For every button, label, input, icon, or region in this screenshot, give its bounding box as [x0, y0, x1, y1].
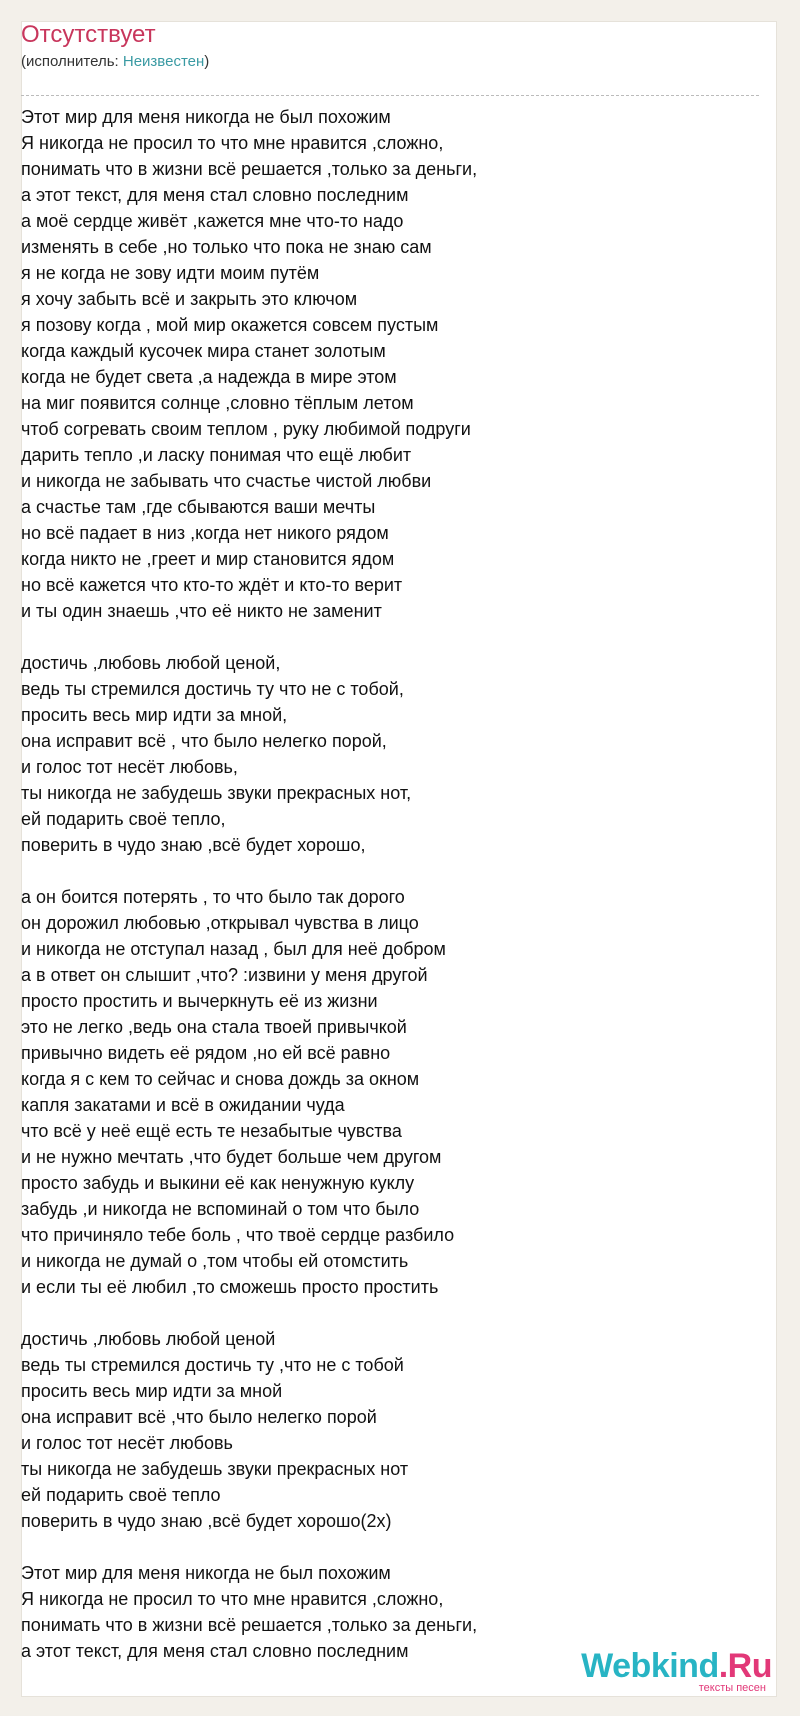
lyric-line: ведь ты стремился достичь ту что не с тобой,: [21, 679, 404, 699]
site-watermark: [581, 1648, 772, 1694]
lyric-line: он дорожил любовью ,открывал чувства в лицо: [21, 913, 419, 933]
lyric-line: достичь ,любовь любой ценой,: [21, 653, 281, 673]
lyric-line: поверить в чудо знаю ,всё будет хорошо(2x): [21, 1511, 392, 1531]
lyric-line: ей подарить своё тепло,: [21, 809, 226, 829]
lyric-line: понимать что в жизни всё решается ,только за деньги,: [21, 1615, 478, 1635]
lyric-line: а моё сердце живёт ,кажется мне что-то надо: [21, 211, 404, 231]
lyric-line: когда не будет света ,а надежда в мире этом: [21, 367, 397, 387]
lyric-line: а этот текст, для меня стал словно последним: [21, 185, 409, 205]
lyric-line: и никогда не думай о ,том чтобы ей отомстить: [21, 1251, 409, 1271]
lyric-line: я хочу забыть всё и закрыть это ключом: [21, 289, 358, 309]
lyric-line: что всё у неё ещё есть те незабытые чувства: [21, 1121, 402, 1141]
lyric-line: это не легко ,ведь она стала твоей привычкой: [21, 1017, 407, 1037]
lyric-line: Этот мир для меня никогда не был похожим: [21, 1563, 391, 1583]
lyric-line: и голос тот несёт любовь: [21, 1433, 233, 1453]
lyric-line: я не когда не зову идти моим путём: [21, 263, 320, 283]
lyric-line: поверить в чудо знаю ,всё будет хорошо,: [21, 835, 366, 855]
lyric-line: а он боится потерять , то что было так дорого: [21, 887, 405, 907]
stanza-break: [21, 624, 761, 650]
lyric-line: и никогда не забывать что счастье чистой любви: [21, 471, 432, 491]
stanza-break: [21, 1534, 761, 1560]
artist-suffix: ): [204, 53, 210, 70]
lyric-line: просто забудь и выкини её как ненужную куклу: [21, 1173, 415, 1193]
lyric-line: изменять в себе ,но только что пока не знаю сам: [21, 237, 432, 257]
lyric-line: забудь ,и никогда не вспоминай о том что было: [21, 1199, 420, 1219]
stanza-break: [21, 1300, 761, 1326]
watermark-logo: [581, 1648, 772, 1684]
lyric-line: когда никто не ,греет и мир становится ядом: [21, 549, 395, 569]
lyric-line: Я никогда не просил то что мне нравится ,сложно,: [21, 133, 444, 153]
lyric-line: привычно видеть её рядом ,но ей всё равно: [21, 1043, 391, 1063]
lyric-line: а счастье там ,где сбываются ваши мечты: [21, 497, 376, 517]
lyric-line: она исправит всё , что было нелегко порой,: [21, 731, 387, 751]
watermark-tld: .Ru: [718, 1647, 772, 1685]
lyric-line: и не нужно мечтать ,что будет больше чем другом: [21, 1147, 442, 1167]
lyric-line: Я никогда не просил то что мне нравится ,сложно,: [21, 1589, 444, 1609]
song-header: [21, 20, 737, 72]
lyric-line: а этот текст, для меня стал словно последним: [21, 1641, 409, 1661]
watermark-brand: Webkind: [581, 1647, 719, 1685]
watermark-tagline: тексты песен: [698, 1682, 766, 1694]
lyric-line: я позову когда , мой мир окажется совсем пустым: [21, 315, 439, 335]
lyric-line: и ты один знаешь ,что её никто не заменит: [21, 601, 382, 621]
lyric-line: капля закатами и всё в ожидании чуда: [21, 1095, 345, 1115]
lyric-line: ты никогда не забудешь звуки прекрасных нот,: [21, 783, 412, 803]
artist-prefix: (исполнитель:: [21, 53, 123, 70]
song-title: Отсутствует: [21, 21, 156, 48]
lyric-line: и если ты её любил ,то сможешь просто простить: [21, 1277, 439, 1297]
lyric-line: на миг появится солнце ,словно тёплым летом: [21, 393, 414, 413]
lyric-line: Этот мир для меня никогда не был похожим: [21, 107, 391, 127]
header-divider: [21, 95, 759, 96]
lyric-line: что причиняло тебе боль , что твоё сердце разбило: [21, 1225, 455, 1245]
stanza-break: [21, 858, 761, 884]
lyric-line: просить весь мир идти за мной: [21, 1381, 283, 1401]
lyric-line: а в ответ он слышит ,что? :извини у меня другой: [21, 965, 428, 985]
lyric-line: ей подарить своё тепло: [21, 1485, 221, 1505]
lyric-line: но всё кажется что кто-то ждёт и кто-то верит: [21, 575, 403, 595]
lyric-line: и никогда не отступал назад , был для неё добром: [21, 939, 446, 959]
lyric-line: и голос тот несёт любовь,: [21, 757, 238, 777]
lyric-line: чтоб согревать своим теплом , руку любимой подруги: [21, 419, 471, 439]
lyric-line: когда я с кем то сейчас и снова дождь за окном: [21, 1069, 420, 1089]
lyrics-body: [21, 104, 761, 1664]
artist-link[interactable]: Неизвестен: [122, 53, 205, 70]
artist-line: [21, 52, 737, 72]
lyric-line: дарить тепло ,и ласку понимая что ещё любит: [21, 445, 412, 465]
lyric-line: когда каждый кусочек мира станет золотым: [21, 341, 386, 361]
lyric-line: понимать что в жизни всё решается ,только за деньги,: [21, 159, 478, 179]
lyric-line: ты никогда не забудешь звуки прекрасных нот: [21, 1459, 409, 1479]
lyric-line: но всё падает в низ ,когда нет никого рядом: [21, 523, 389, 543]
lyric-line: достичь ,любовь любой ценой: [21, 1329, 276, 1349]
lyric-line: просить весь мир идти за мной,: [21, 705, 288, 725]
lyric-line: ведь ты стремился достичь ту ,что не с тобой: [21, 1355, 404, 1375]
lyric-line: она исправит всё ,что было нелегко порой: [21, 1407, 377, 1427]
lyric-line: просто простить и вычеркнуть её из жизни: [21, 991, 378, 1011]
